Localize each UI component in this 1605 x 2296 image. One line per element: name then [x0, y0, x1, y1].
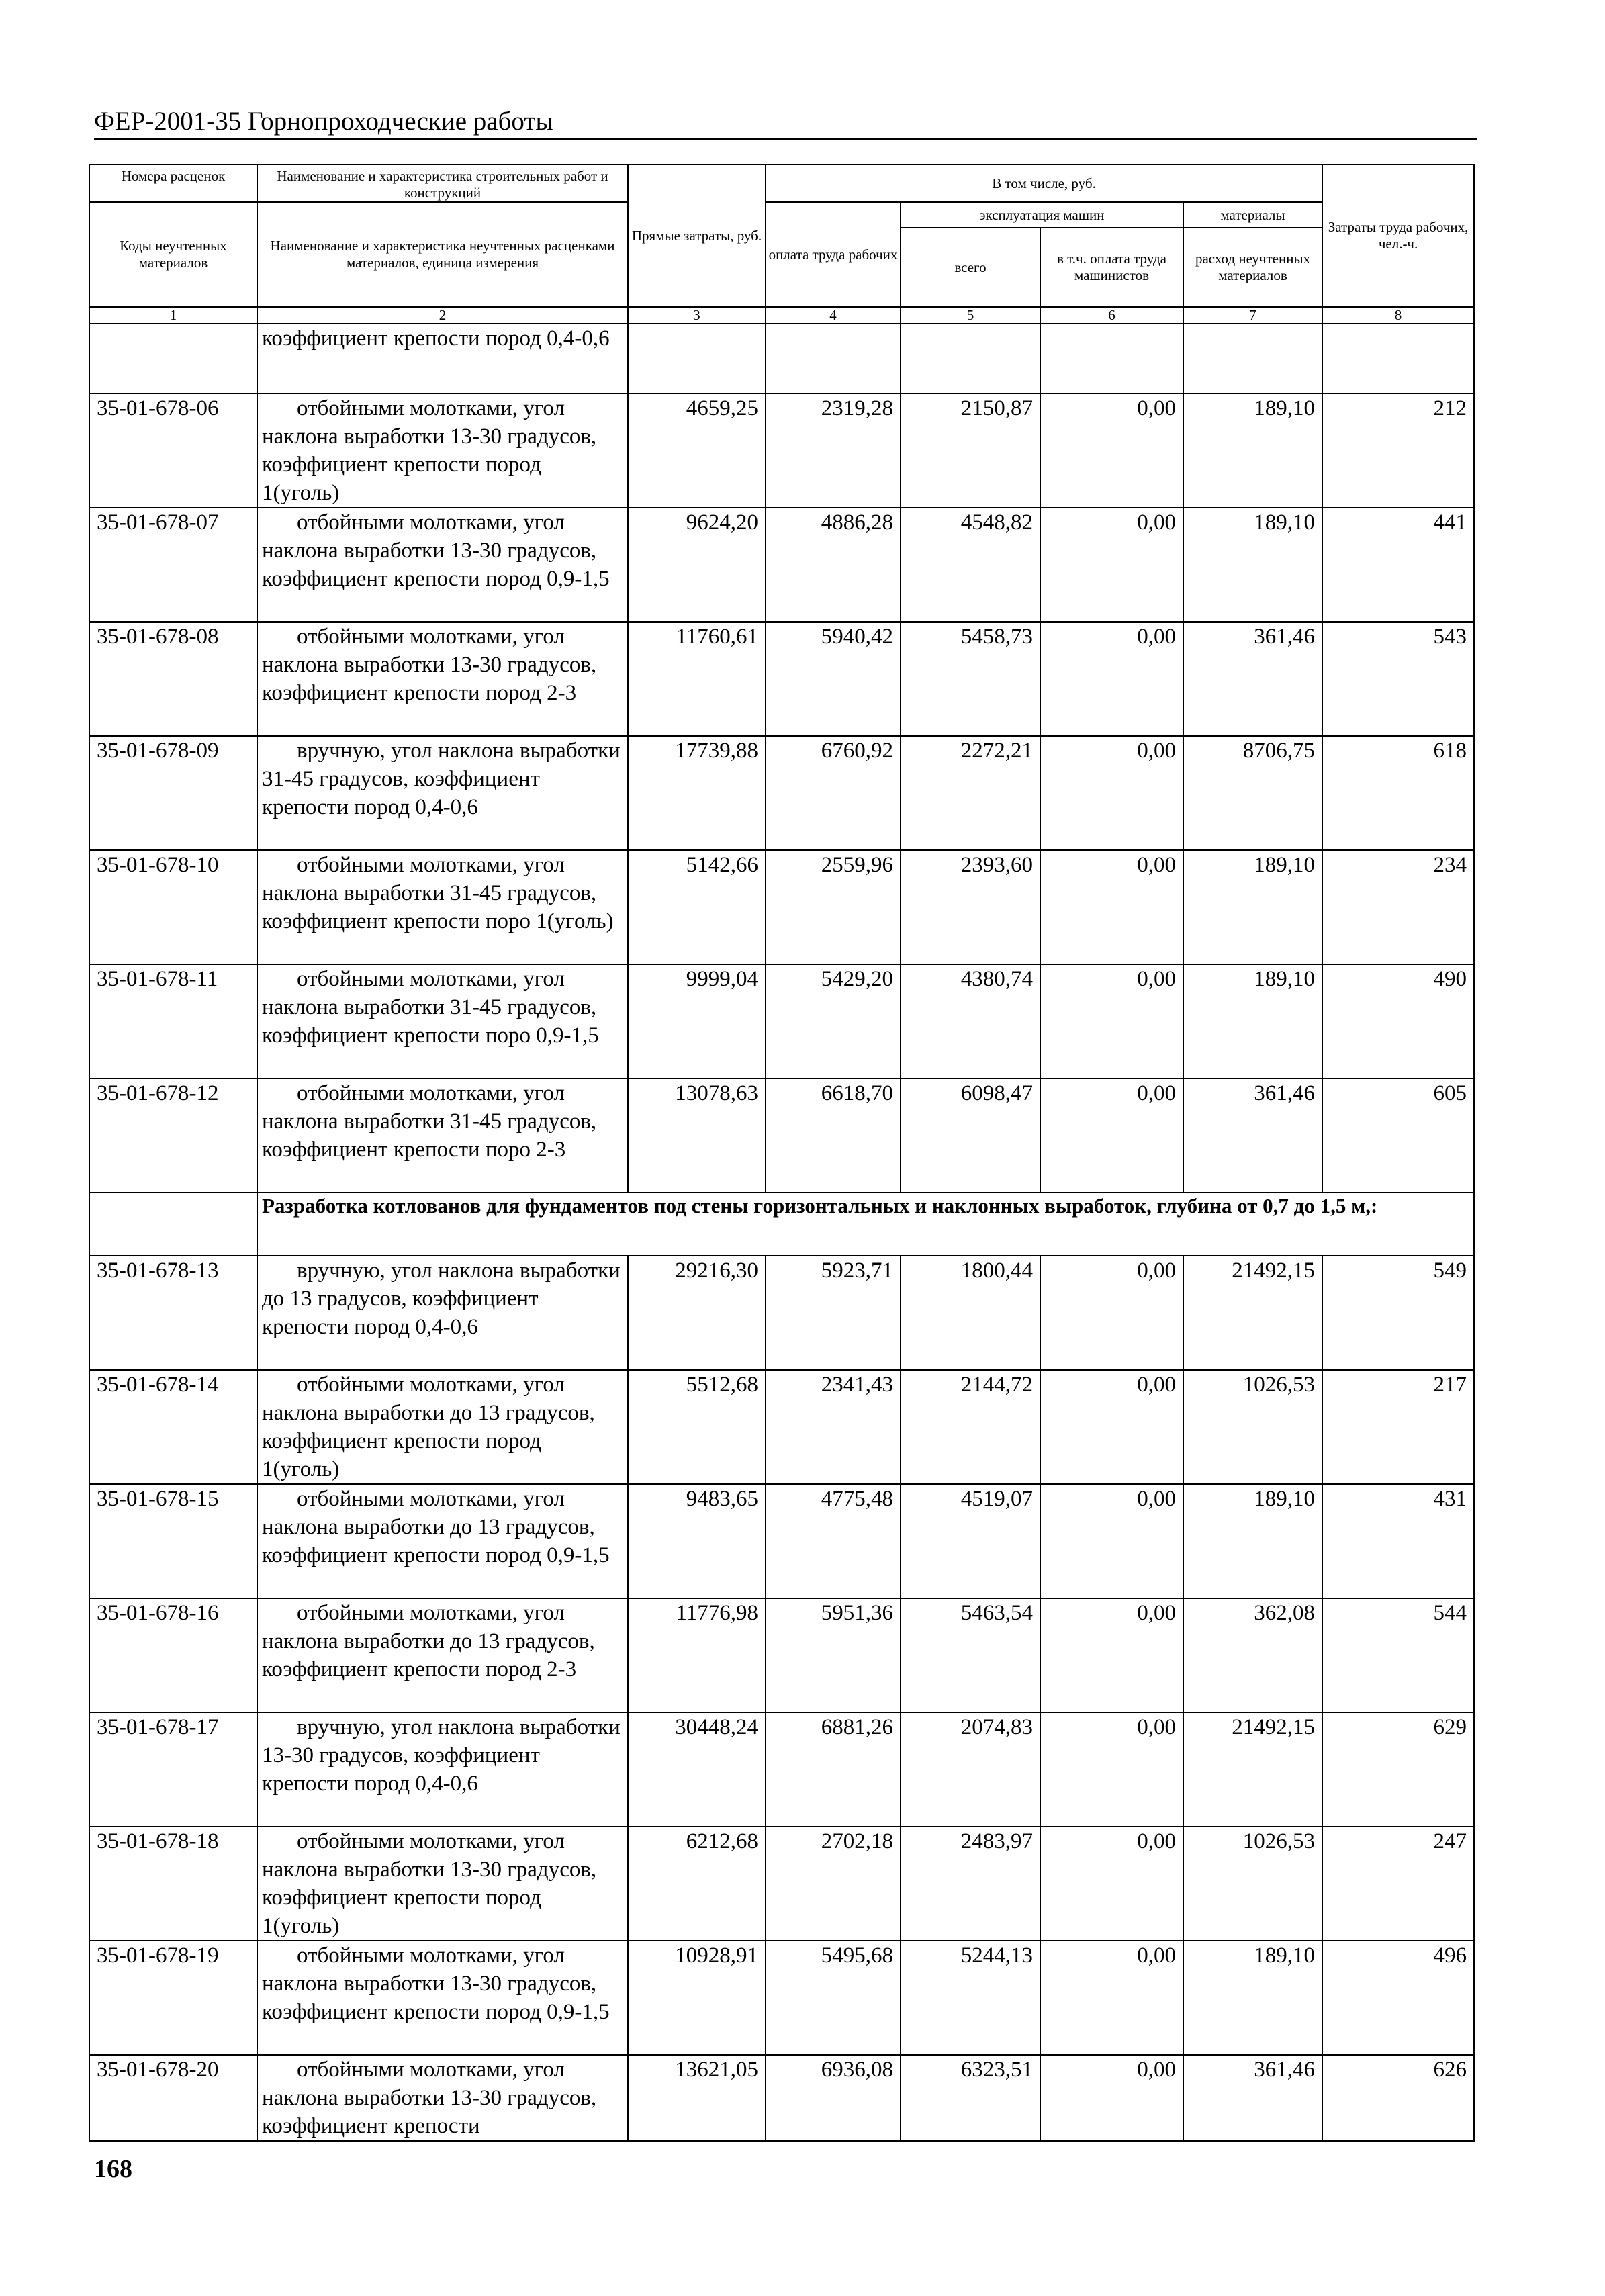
empty-cell — [901, 324, 1040, 394]
table-row — [89, 736, 1474, 850]
direct-costs: 17739,88 — [628, 736, 766, 850]
header-rate-number: Номера расценок — [89, 165, 257, 202]
column-number-row — [89, 307, 1474, 324]
operator-wages: 0,00 — [1040, 622, 1183, 736]
empty-cell — [89, 324, 257, 394]
materials-cost: 8706,75 — [1183, 736, 1322, 850]
labor-hours: 496 — [1322, 1941, 1474, 2055]
header-material-name: Наименование и характеристика неучтенных расценками материалов, единица измерения — [257, 202, 628, 307]
table-row — [89, 508, 1474, 622]
rate-code: 35-01-678-10 — [89, 850, 257, 964]
work-description: отбойными молотками, угол наклона выработки 13-30 градусов, коэффициент крепости пород 1(уголь) — [257, 394, 628, 508]
work-description: вручную, угол наклона выработки 31-45 градусов, коэффициент крепости пород 0,4-0,6 — [257, 736, 628, 850]
direct-costs: 30448,24 — [628, 1712, 766, 1827]
operator-wages: 0,00 — [1040, 1712, 1183, 1827]
direct-costs: 13621,05 — [628, 2055, 766, 2141]
direct-costs: 29216,30 — [628, 1256, 766, 1370]
machine-total: 4548,82 — [901, 508, 1040, 622]
direct-costs: 13078,63 — [628, 1078, 766, 1193]
worker-wages: 5923,71 — [766, 1256, 901, 1370]
worker-wages: 6760,92 — [766, 736, 901, 850]
materials-cost: 361,46 — [1183, 1078, 1322, 1193]
rate-code: 35-01-678-09 — [89, 736, 257, 850]
header-material-consumption: расход неучтенных материалов — [1183, 228, 1322, 307]
machine-total: 5458,73 — [901, 622, 1040, 736]
continuation-row — [89, 324, 1474, 394]
materials-cost: 21492,15 — [1183, 1712, 1322, 1827]
direct-costs: 5512,68 — [628, 1370, 766, 1484]
header-material-codes: Коды неучтенных материалов — [89, 202, 257, 307]
operator-wages: 0,00 — [1040, 508, 1183, 622]
operator-wages: 0,00 — [1040, 1827, 1183, 1941]
norms-table — [89, 164, 1475, 2142]
page-title: ФЕР-2001-35 Горнопроходческие работы — [94, 107, 553, 136]
table-row — [89, 1598, 1474, 1712]
labor-hours: 544 — [1322, 1598, 1474, 1712]
rate-code: 35-01-678-11 — [89, 964, 257, 1078]
direct-costs: 10928,91 — [628, 1941, 766, 2055]
rate-code: 35-01-678-15 — [89, 1484, 257, 1598]
worker-wages: 6881,26 — [766, 1712, 901, 1827]
header-labor-hours: Затраты труда рабочих, чел.-ч. — [1322, 165, 1474, 307]
machine-total: 5463,54 — [901, 1598, 1040, 1712]
column-number: 5 — [901, 307, 1040, 324]
empty-cell — [766, 324, 901, 394]
machine-total: 2150,87 — [901, 394, 1040, 508]
direct-costs: 4659,25 — [628, 394, 766, 508]
materials-cost: 189,10 — [1183, 964, 1322, 1078]
continuation-text: коэффициент крепости пород 0,4-0,6 — [257, 324, 628, 394]
materials-cost: 21492,15 — [1183, 1256, 1322, 1370]
materials-cost: 189,10 — [1183, 1484, 1322, 1598]
labor-hours: 234 — [1322, 850, 1474, 964]
materials-cost: 189,10 — [1183, 394, 1322, 508]
column-number: 7 — [1183, 307, 1322, 324]
table-row — [89, 964, 1474, 1078]
column-number: 6 — [1040, 307, 1183, 324]
operator-wages: 0,00 — [1040, 1484, 1183, 1598]
column-number: 3 — [628, 307, 766, 324]
header-machine-total: всего — [901, 228, 1040, 307]
rate-code: 35-01-678-12 — [89, 1078, 257, 1193]
materials-cost: 361,46 — [1183, 622, 1322, 736]
machine-total: 2074,83 — [901, 1712, 1040, 1827]
header-row-2 — [89, 202, 1474, 228]
header-materials: материалы — [1183, 202, 1322, 228]
operator-wages: 0,00 — [1040, 1598, 1183, 1712]
rate-code: 35-01-678-19 — [89, 1941, 257, 2055]
direct-costs: 11776,98 — [628, 1598, 766, 1712]
machine-total: 6098,47 — [901, 1078, 1040, 1193]
header-row-1 — [89, 165, 1474, 202]
worker-wages: 2559,96 — [766, 850, 901, 964]
labor-hours: 217 — [1322, 1370, 1474, 1484]
labor-hours: 247 — [1322, 1827, 1474, 1941]
machine-total: 6323,51 — [901, 2055, 1040, 2141]
labor-hours: 618 — [1322, 736, 1474, 850]
rate-code: 35-01-678-08 — [89, 622, 257, 736]
table-row — [89, 1712, 1474, 1827]
empty-cell — [628, 324, 766, 394]
empty-cell — [89, 1193, 257, 1256]
labor-hours: 490 — [1322, 964, 1474, 1078]
table-row — [89, 1370, 1474, 1484]
labor-hours: 431 — [1322, 1484, 1474, 1598]
work-description: отбойными молотками, угол наклона выработки 13-30 градусов, коэффициент крепости пород 1(уголь) — [257, 1827, 628, 1941]
materials-cost: 1026,53 — [1183, 1827, 1322, 1941]
labor-hours: 441 — [1322, 508, 1474, 622]
header-including: В том числе, руб. — [766, 165, 1322, 202]
worker-wages: 6936,08 — [766, 2055, 901, 2141]
work-description: отбойными молотками, угол наклона выработки 31-45 градусов, коэффициент крепости поро 1(уголь) — [257, 850, 628, 964]
worker-wages: 6618,70 — [766, 1078, 901, 1193]
table-row — [89, 1827, 1474, 1941]
labor-hours: 549 — [1322, 1256, 1474, 1370]
work-description: отбойными молотками, угол наклона выработки 13-30 градусов, коэффициент крепости пород 2-3 — [257, 622, 628, 736]
table-row — [89, 622, 1474, 736]
rate-code: 35-01-678-13 — [89, 1256, 257, 1370]
header-operator-wages: в т.ч. оплата труда машинистов — [1040, 228, 1183, 307]
section-heading-row — [89, 1193, 1474, 1256]
worker-wages: 4775,48 — [766, 1484, 901, 1598]
worker-wages: 2341,43 — [766, 1370, 901, 1484]
machine-total: 2272,21 — [901, 736, 1040, 850]
machine-total: 2483,97 — [901, 1827, 1040, 1941]
work-description: отбойными молотками, угол наклона выработки до 13 градусов, коэффициент крепости пород 2-3 — [257, 1598, 628, 1712]
operator-wages: 0,00 — [1040, 1078, 1183, 1193]
machine-total: 2144,72 — [901, 1370, 1040, 1484]
materials-cost: 362,08 — [1183, 1598, 1322, 1712]
work-description: вручную, угол наклона выработки 13-30 градусов, коэффициент крепости пород 0,4-0,6 — [257, 1712, 628, 1827]
materials-cost: 189,10 — [1183, 1941, 1322, 2055]
labor-hours: 605 — [1322, 1078, 1474, 1193]
page-number: 168 — [94, 2155, 132, 2183]
rate-code: 35-01-678-16 — [89, 1598, 257, 1712]
labor-hours: 629 — [1322, 1712, 1474, 1827]
empty-cell — [1322, 324, 1474, 394]
direct-costs: 9999,04 — [628, 964, 766, 1078]
section-heading: Разработка котлованов для фундаментов под стены горизонтальных и наклонных выработок, глубина от 0,7 до 1,5 м,: — [257, 1193, 1474, 1256]
machine-total: 5244,13 — [901, 1941, 1040, 2055]
machine-total: 1800,44 — [901, 1256, 1040, 1370]
labor-hours: 626 — [1322, 2055, 1474, 2141]
table-row — [89, 1941, 1474, 2055]
machine-total: 4519,07 — [901, 1484, 1040, 1598]
title-underline — [94, 138, 1477, 140]
table-row — [89, 1484, 1474, 1598]
materials-cost: 1026,53 — [1183, 1370, 1322, 1484]
operator-wages: 0,00 — [1040, 1256, 1183, 1370]
empty-cell — [1183, 324, 1322, 394]
materials-cost: 189,10 — [1183, 850, 1322, 964]
worker-wages: 2319,28 — [766, 394, 901, 508]
work-description: отбойными молотками, угол наклона выработки 31-45 градусов, коэффициент крепости поро 2-3 — [257, 1078, 628, 1193]
work-description: отбойными молотками, угол наклона выработки 13-30 градусов, коэффициент крепости пород 0,9-1,5 — [257, 1941, 628, 2055]
machine-total: 4380,74 — [901, 964, 1040, 1078]
direct-costs: 5142,66 — [628, 850, 766, 964]
operator-wages: 0,00 — [1040, 1370, 1183, 1484]
operator-wages: 0,00 — [1040, 736, 1183, 850]
header-worker-wages: оплата труда рабочих — [766, 202, 901, 307]
operator-wages: 0,00 — [1040, 1941, 1183, 2055]
rate-code: 35-01-678-18 — [89, 1827, 257, 1941]
column-number: 2 — [257, 307, 628, 324]
column-number: 4 — [766, 307, 901, 324]
operator-wages: 0,00 — [1040, 2055, 1183, 2141]
table-row — [89, 850, 1474, 964]
direct-costs: 9483,65 — [628, 1484, 766, 1598]
labor-hours: 212 — [1322, 394, 1474, 508]
materials-cost: 189,10 — [1183, 508, 1322, 622]
table-row — [89, 1256, 1474, 1370]
machine-total: 2393,60 — [901, 850, 1040, 964]
materials-cost: 361,46 — [1183, 2055, 1322, 2141]
operator-wages: 0,00 — [1040, 394, 1183, 508]
worker-wages: 5940,42 — [766, 622, 901, 736]
work-description: отбойными молотками, угол наклона выработки 13-30 градусов, коэффициент крепости пород 0,9-1,5 — [257, 508, 628, 622]
rate-code: 35-01-678-20 — [89, 2055, 257, 2141]
direct-costs: 11760,61 — [628, 622, 766, 736]
labor-hours: 543 — [1322, 622, 1474, 736]
rate-code: 35-01-678-17 — [89, 1712, 257, 1827]
rate-code: 35-01-678-07 — [89, 508, 257, 622]
operator-wages: 0,00 — [1040, 964, 1183, 1078]
table-row — [89, 1078, 1474, 1193]
worker-wages: 4886,28 — [766, 508, 901, 622]
table-row — [89, 2055, 1474, 2141]
empty-cell — [1040, 324, 1183, 394]
operator-wages: 0,00 — [1040, 850, 1183, 964]
header-machine-operation: эксплуатация машин — [901, 202, 1183, 228]
header-direct-costs: Прямые затраты, руб. — [628, 165, 766, 307]
column-number: 1 — [89, 307, 257, 324]
work-description: отбойными молотками, угол наклона выработки до 13 градусов, коэффициент крепости пород 1(уголь) — [257, 1370, 628, 1484]
worker-wages: 2702,18 — [766, 1827, 901, 1941]
worker-wages: 5951,36 — [766, 1598, 901, 1712]
work-description: отбойными молотками, угол наклона выработки 31-45 градусов, коэффициент крепости поро 0,9-1,5 — [257, 964, 628, 1078]
work-description: отбойными молотками, угол наклона выработки до 13 градусов, коэффициент крепости пород 0,9-1,5 — [257, 1484, 628, 1598]
rate-code: 35-01-678-14 — [89, 1370, 257, 1484]
rate-code: 35-01-678-06 — [89, 394, 257, 508]
direct-costs: 6212,68 — [628, 1827, 766, 1941]
header-work-name: Наименование и характеристика строительных работ и конструкций — [257, 165, 628, 202]
direct-costs: 9624,20 — [628, 508, 766, 622]
worker-wages: 5429,20 — [766, 964, 901, 1078]
table-row — [89, 394, 1474, 508]
column-number: 8 — [1322, 307, 1474, 324]
work-description: отбойными молотками, угол наклона выработки 13-30 градусов, коэффициент крепости — [257, 2055, 628, 2141]
worker-wages: 5495,68 — [766, 1941, 901, 2055]
work-description: вручную, угол наклона выработки до 13 градусов, коэффициент крепости пород 0,4-0,6 — [257, 1256, 628, 1370]
